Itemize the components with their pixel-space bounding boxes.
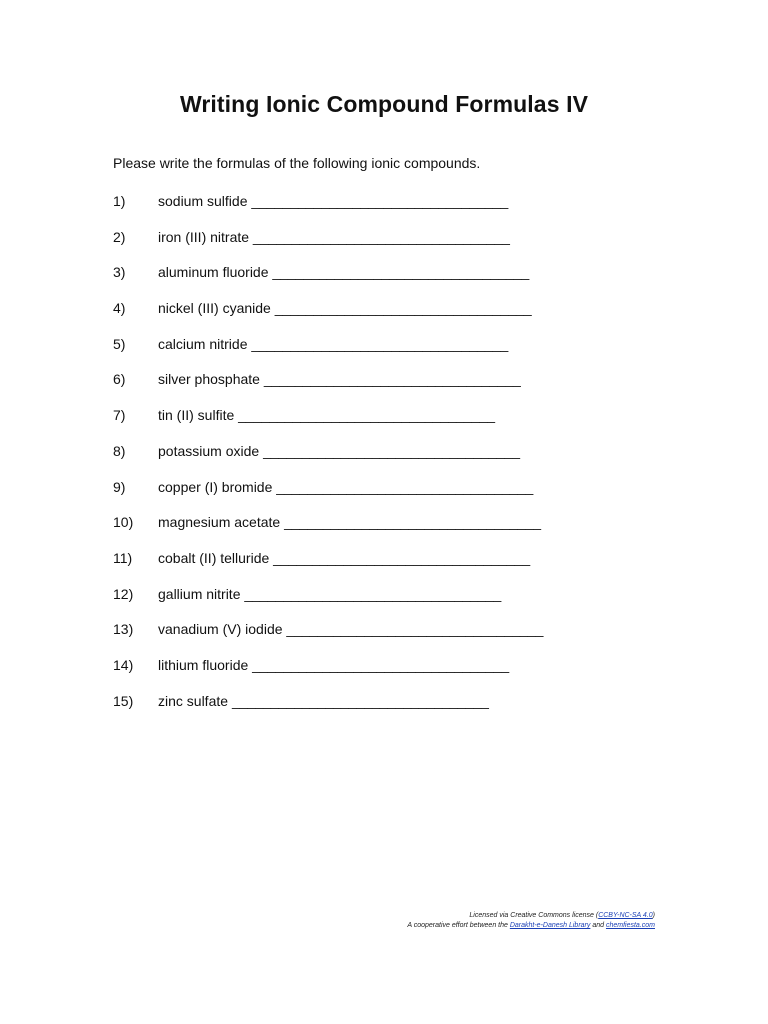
question-number: 7): [113, 407, 126, 424]
question-number: 15): [113, 692, 134, 709]
question-number: 1): [113, 193, 126, 209]
question-row: [113, 335, 673, 371]
compound-name: gallium nitrite: [158, 585, 241, 602]
site-link[interactable]: chemfiesta.com: [605, 922, 655, 929]
license-suffix: ): [652, 912, 655, 919]
compound-name: sodium sulfide: [158, 193, 248, 209]
compound-name: zinc sulfate: [158, 692, 229, 709]
question-row: [113, 263, 673, 299]
compound-name: aluminum fluoride: [158, 264, 269, 281]
cooperative-line: [407, 921, 655, 931]
answer-blank[interactable]: _________________________________: [272, 264, 530, 281]
license-prefix: Licensed via Creative Commons license (: [469, 912, 599, 919]
question-row: [113, 370, 673, 406]
compound-name: copper (I) bromide: [158, 478, 273, 495]
answer-blank[interactable]: _________________________________: [286, 621, 544, 638]
question-row: [113, 299, 673, 335]
question-row: [113, 549, 673, 585]
question-row: [113, 406, 673, 442]
question-row: [113, 620, 673, 656]
page-title: Writing Ionic Compound Formulas IV: [179, 91, 589, 117]
answer-blank[interactable]: _________________________________: [231, 692, 489, 709]
coop-middle: and: [590, 922, 606, 929]
question-number: 3): [113, 264, 126, 281]
question-row: [113, 513, 673, 549]
question-number: 13): [113, 621, 134, 638]
question-number: 8): [113, 442, 126, 459]
compound-name: vanadium (V) iodide: [158, 621, 283, 638]
question-number: 12): [113, 585, 134, 602]
answer-blank[interactable]: _________________________________: [251, 335, 509, 352]
answer-blank[interactable]: _________________________________: [263, 371, 521, 388]
answer-blank[interactable]: _________________________________: [284, 514, 542, 531]
compound-name: lithium fluoride: [158, 656, 249, 673]
question-row: [113, 692, 673, 728]
question-number: 11): [113, 549, 133, 566]
compound-name: calcium nitride: [158, 335, 248, 352]
compound-name: potassium oxide: [158, 442, 260, 459]
question-list: [113, 192, 673, 727]
question-row: [113, 585, 673, 621]
question-number: 5): [113, 335, 126, 352]
question-number: 14): [113, 656, 134, 673]
question-number: 6): [113, 371, 126, 388]
question-row: [113, 656, 673, 692]
answer-blank[interactable]: _________________________________: [252, 656, 510, 673]
answer-blank[interactable]: _________________________________: [251, 193, 509, 209]
answer-blank[interactable]: _________________________________: [273, 549, 531, 566]
question-number: 10): [113, 514, 134, 531]
answer-blank[interactable]: _________________________________: [274, 300, 532, 317]
compound-name: iron (III) nitrate: [158, 228, 250, 245]
answer-blank[interactable]: _________________________________: [252, 228, 510, 245]
answer-blank[interactable]: _________________________________: [238, 407, 496, 424]
question-number: 4): [113, 300, 126, 317]
coop-prefix: A cooperative effort between the: [407, 922, 510, 929]
license-link[interactable]: CCBY-NC-SA 4.0: [598, 912, 653, 919]
compound-name: silver phosphate: [158, 371, 260, 388]
answer-blank[interactable]: _________________________________: [263, 442, 521, 459]
library-link[interactable]: Darakht-e-Danesh Library: [509, 922, 591, 929]
instructions-text: Please write the formulas of the following ionic compounds.: [113, 155, 481, 171]
license-line: [407, 911, 655, 921]
answer-blank[interactable]: _________________________________: [276, 478, 534, 495]
question-row: [113, 228, 673, 264]
question-number: 2): [113, 228, 126, 245]
compound-name: cobalt (II) telluride: [158, 549, 270, 566]
compound-name: nickel (III) cyanide: [158, 300, 271, 317]
question-row: [113, 478, 673, 514]
answer-blank[interactable]: _________________________________: [244, 585, 502, 602]
compound-name: tin (II) sulfite: [158, 407, 235, 424]
question-number: 9): [113, 478, 126, 495]
question-row: [113, 192, 673, 228]
license-footer: [407, 911, 655, 931]
compound-name: magnesium acetate: [158, 514, 281, 531]
question-row: [113, 442, 673, 478]
